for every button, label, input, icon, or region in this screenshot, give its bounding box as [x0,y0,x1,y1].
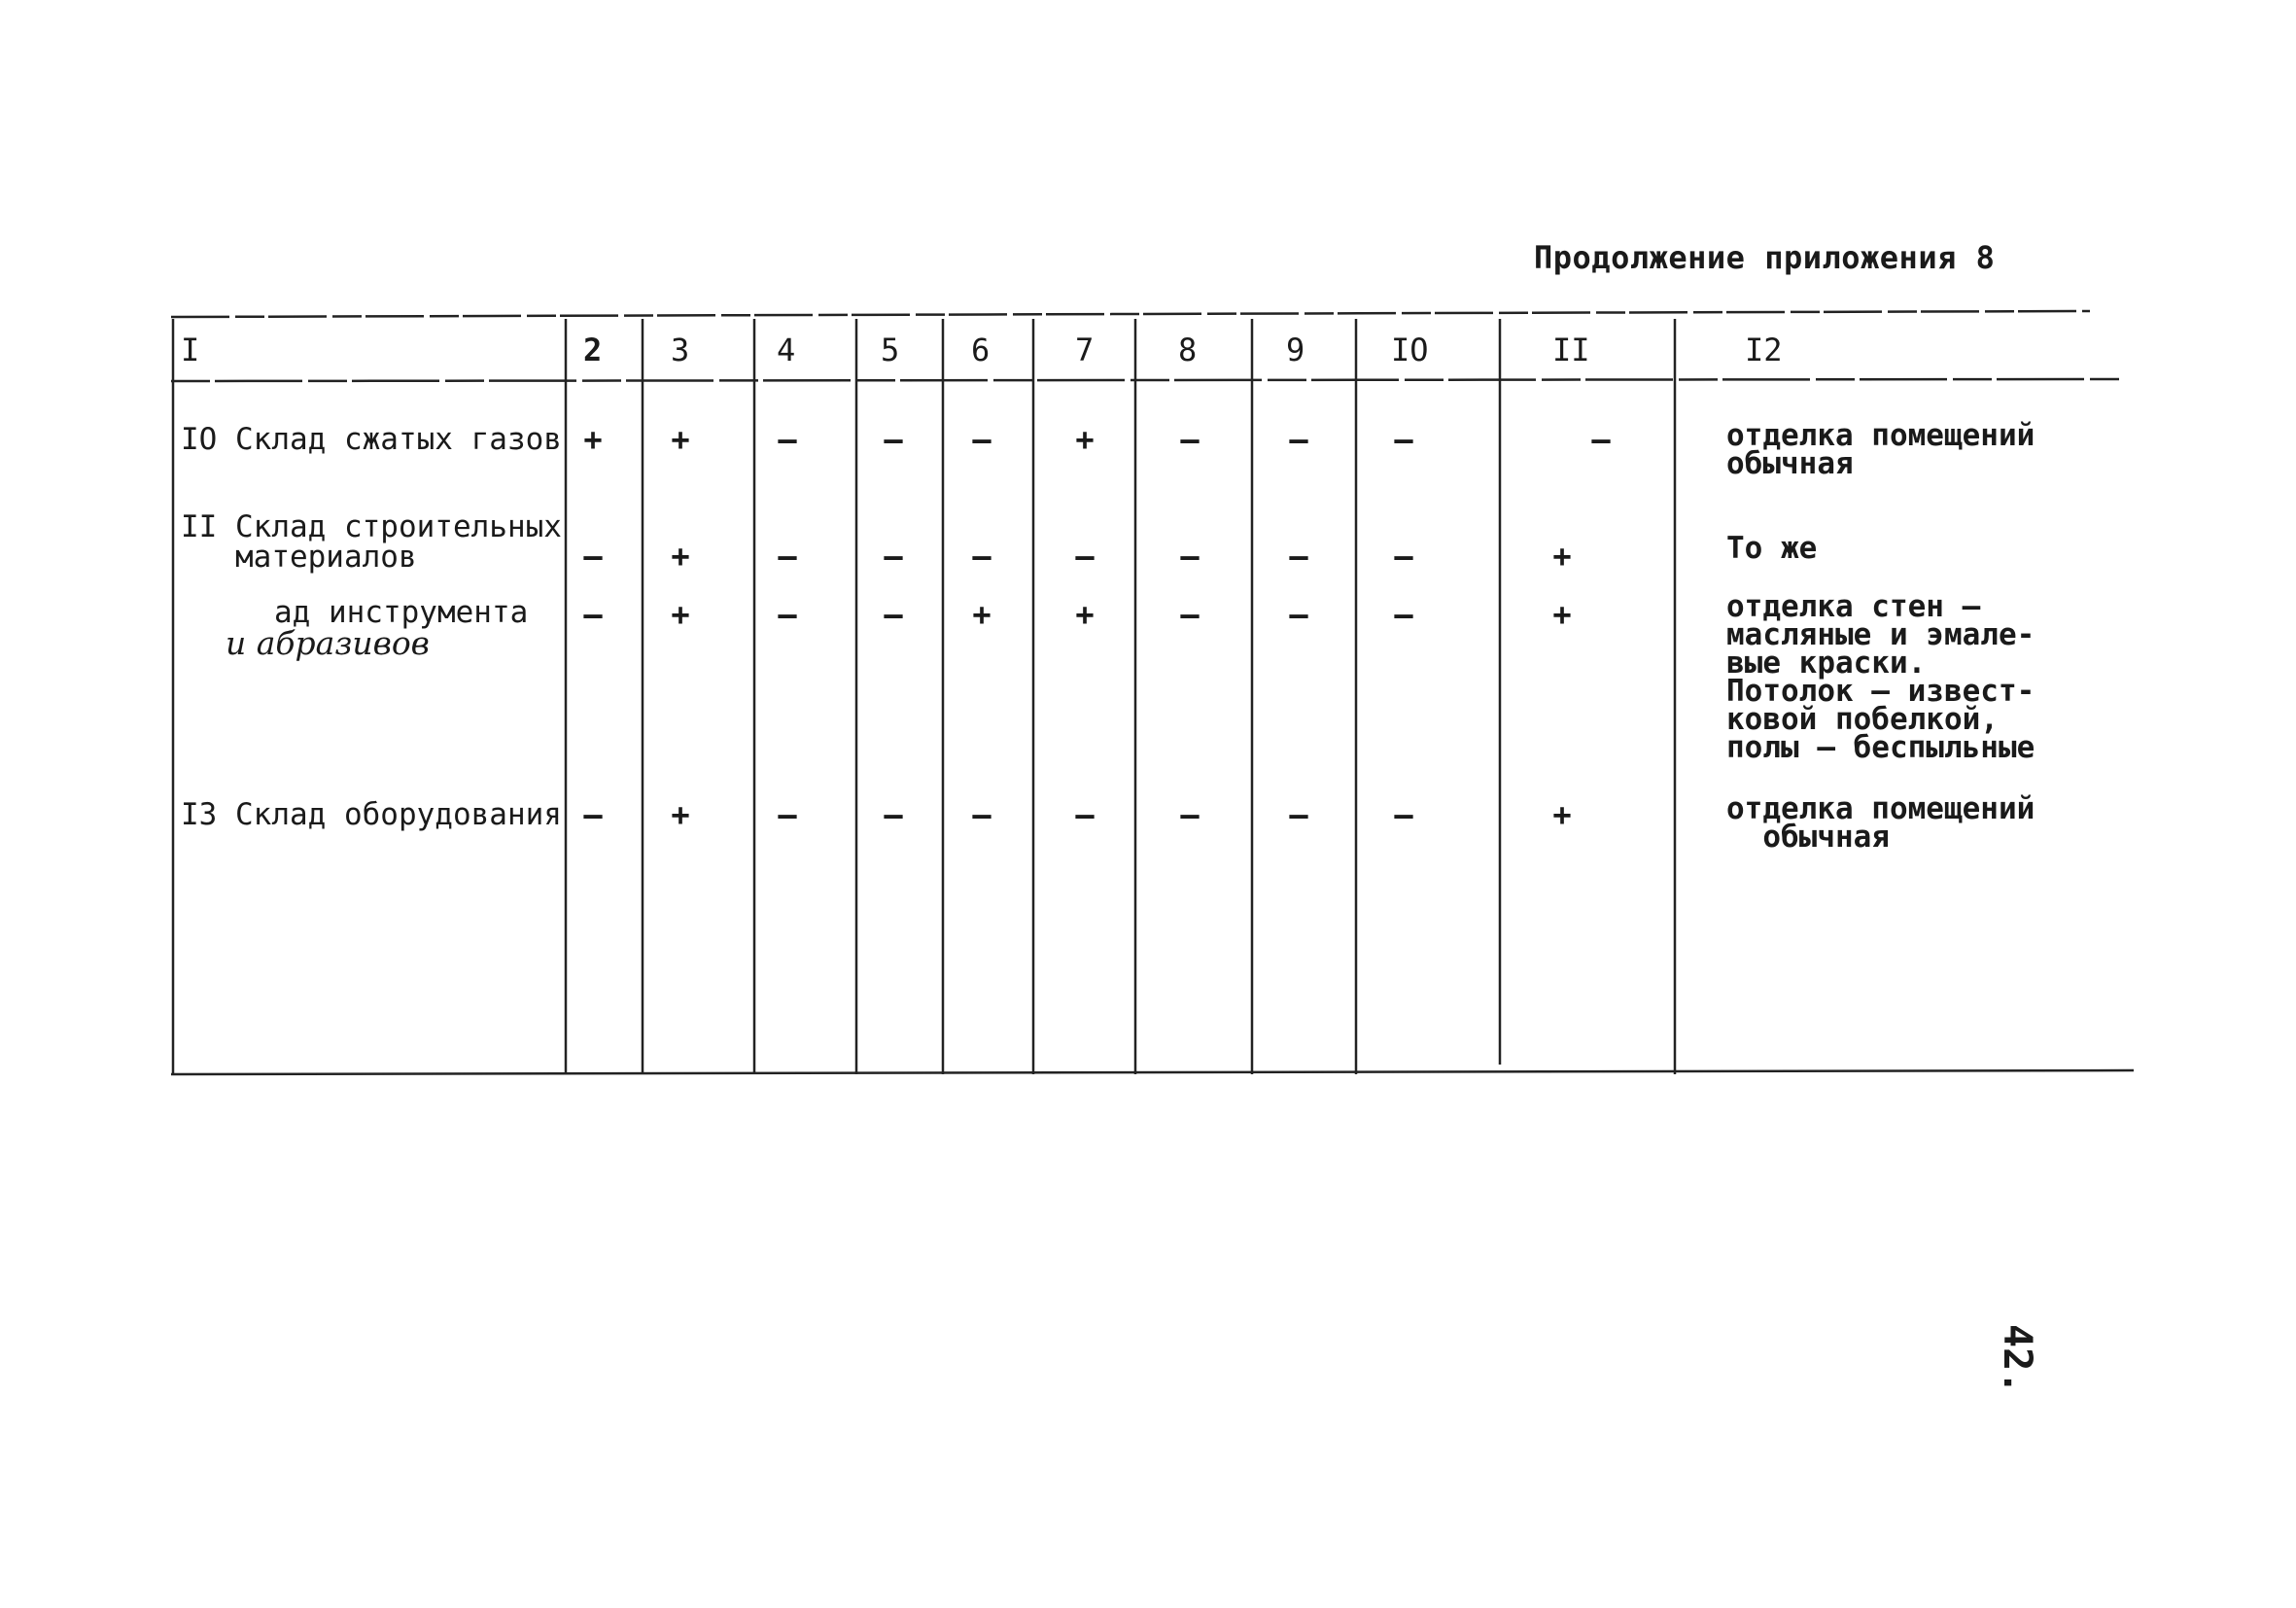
mark-cell: – [778,796,797,833]
mark-cell: – [884,421,903,458]
row-name: ад инструмента [220,595,529,630]
page-number: 42. [1995,1324,2039,1395]
header-col-3: 3 [671,332,690,368]
mark-cell: + [671,796,690,833]
header-col-2: 2 [583,332,603,368]
row-note: То же [1726,531,1818,566]
header-col-12: I2 [1745,332,1783,368]
mark-cell: + [583,421,603,458]
mark-cell: – [1289,796,1308,833]
mark-cell: + [972,596,991,633]
header-col-10: IO [1391,332,1429,368]
mark-cell: + [1552,796,1572,833]
mark-cell: – [972,796,991,833]
row-note: отделка помещений обычная [1726,791,2035,855]
mark-cell: + [671,421,690,458]
header-col-4: 4 [777,332,796,368]
mark-cell: – [1180,596,1200,633]
mark-cell: – [1394,421,1413,458]
mark-cell: + [1075,596,1095,633]
mark-cell: – [583,596,603,633]
continuation-caption: Продолжение приложения 8 [1534,239,1996,276]
mark-cell: – [884,538,903,575]
handwritten-note: и абразивов [226,624,430,662]
mark-cell: – [1394,596,1413,633]
mark-cell: – [1289,421,1308,458]
mark-cell: – [778,421,797,458]
mark-cell: – [884,596,903,633]
mark-cell: + [1075,421,1095,458]
header-col-8: 8 [1178,332,1198,368]
mark-cell: – [884,796,903,833]
header-col-6: 6 [971,332,991,368]
header-col-7: 7 [1075,332,1095,368]
header-col-5: 5 [881,332,900,368]
row-note: отделка стен – масляные и эмале- вые краски. Потолок – извест- ковой побелкой, полы – беспыльные [1726,589,2035,765]
mark-cell: – [1180,538,1200,575]
row-name: I3 Склад оборудования [181,797,562,832]
mark-cell: – [1075,538,1095,575]
mark-cell: + [671,538,690,575]
row-name: II Склад строительных материалов [181,509,562,575]
mark-cell: – [1075,796,1095,833]
mark-cell: + [671,596,690,633]
mark-cell: – [1591,421,1611,458]
mark-cell: – [972,538,991,575]
row-note: отделка помещений обычная [1726,418,2035,481]
header-col-9: 9 [1286,332,1305,368]
mark-cell: + [1552,538,1572,575]
header-col-1: I [181,332,200,368]
mark-cell: – [778,596,797,633]
mark-cell: – [1394,538,1413,575]
mark-cell: – [1180,421,1200,458]
mark-cell: – [1180,796,1200,833]
mark-cell: – [778,538,797,575]
mark-cell: – [972,421,991,458]
header-col-11: II [1552,332,1590,368]
mark-cell: – [583,796,603,833]
mark-cell: – [1289,596,1308,633]
mark-cell: – [1289,538,1308,575]
mark-cell: + [1552,596,1572,633]
row-name: IO Склад сжатых газов [181,422,562,457]
mark-cell: – [583,538,603,575]
mark-cell: – [1394,796,1413,833]
